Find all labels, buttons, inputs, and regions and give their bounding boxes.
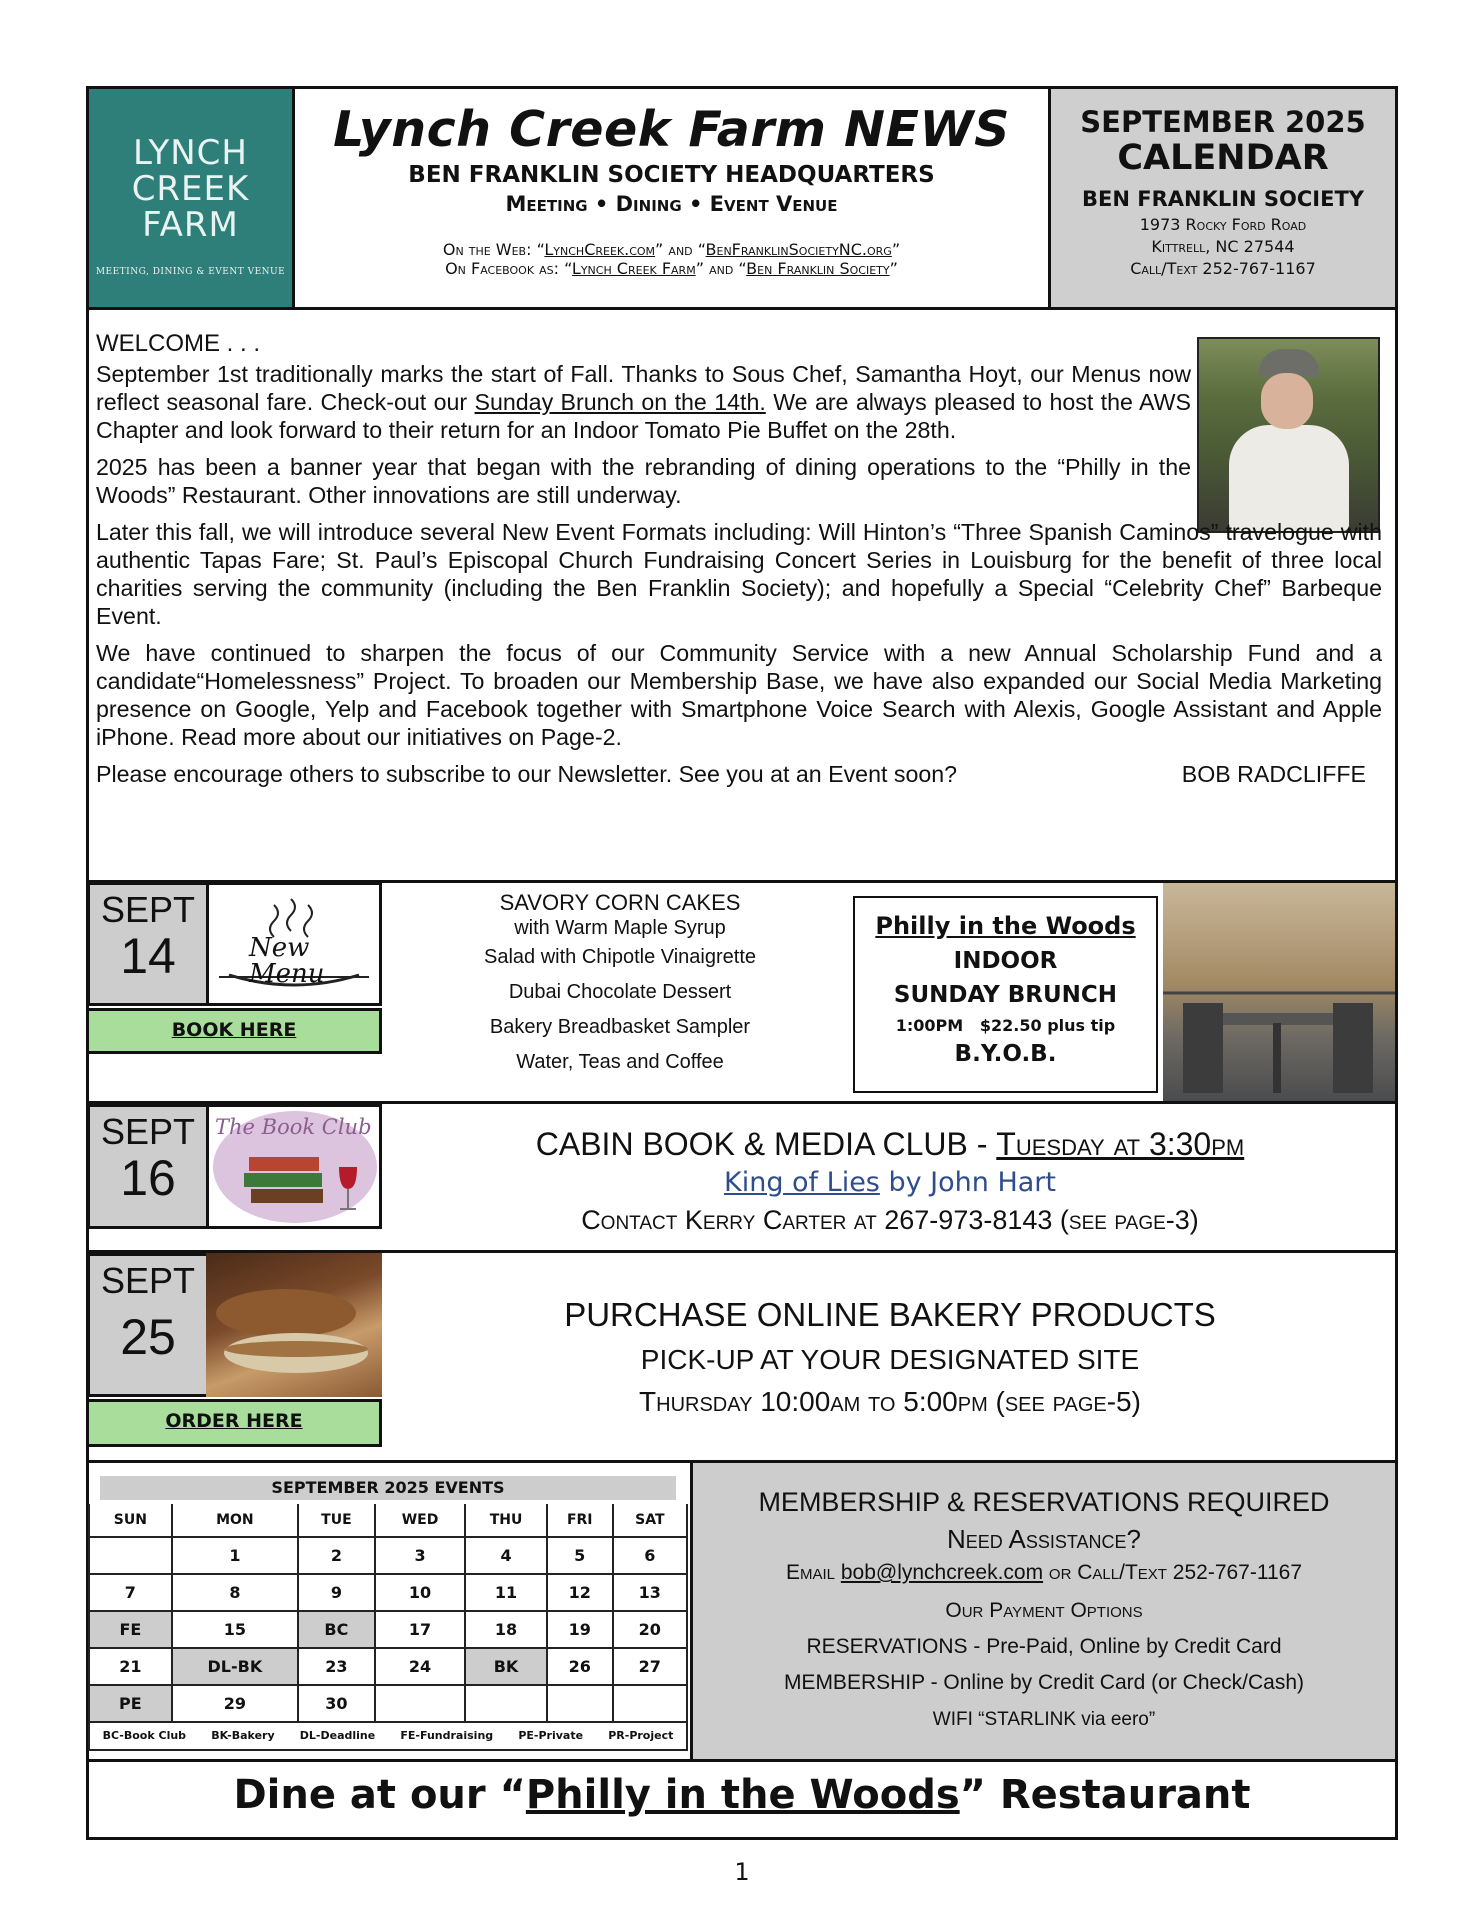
day-cell: 17 [375,1611,465,1648]
restaurant-name: Philly in the Woods [875,912,1136,940]
day-cell: 13 [613,1574,687,1611]
calendar-table [88,1504,688,1723]
event-day-cell: DL-BK [172,1648,298,1685]
brunch-indoor: INDOOR [953,948,1058,974]
calendar-month: SEPTEMBER 2025 [1080,105,1366,139]
day-cell [375,1685,465,1722]
day-cell: 4 [465,1537,547,1574]
venue-tagline: Meeting • Dining • Event Venue [505,192,838,216]
address-line-2: Kittrell, NC 27544 [1151,237,1295,256]
membership-box [690,1463,1395,1759]
email-link[interactable]: bob@lynchcreek.com [840,1561,1044,1584]
book-club-contact: Contact Kerry Carter at 267-973-8143 (see page-3) [581,1205,1199,1235]
day-cell: 11 [465,1574,547,1611]
day-header: SUN [89,1504,172,1537]
books-icon [239,1147,369,1222]
welcome-paragraph: 2025 has been a banner year that began with the rebranding of dining operations to the “Philly in the Woods” Restaurant. Other innovations are still underway. [96,454,1191,508]
day-cell: 26 [547,1648,613,1685]
brunch-link[interactable]: Sunday Brunch on the 14th. [474,389,766,415]
bread-loaf-icon [206,1253,382,1397]
day-cell: 6 [613,1537,687,1574]
phone: Call/Text 252-767-1167 [1130,259,1316,278]
calendar-legend [88,1723,688,1751]
event-date-sept16 [87,1104,209,1229]
day-cell: 29 [172,1685,298,1722]
link-fb-lynchcreek[interactable]: Lynch Creek Farm [571,259,696,278]
reservations-payment: RESERVATIONS - Pre-Paid, Online by Credit Card [806,1635,1282,1658]
web-prefix: On the Web: “ [442,240,545,259]
day-cell: 21 [89,1648,172,1685]
address-line-1: 1973 Rocky Ford Road [1139,215,1307,234]
byob: B.Y.O.B. [954,1041,1057,1067]
legend-item: DL-Deadline [299,1729,376,1742]
email-suffix: or Call/Text 252-767-1167 [1043,1561,1303,1584]
footer-post: ” Restaurant [959,1772,1251,1818]
need-assistance: Need Assistance? [946,1524,1142,1554]
day-cell [89,1537,172,1574]
book-club-title-line [400,1124,1380,1164]
day-header: THU [465,1504,547,1537]
brunch-title: SUNDAY BRUNCH [893,982,1118,1008]
welcome-heading: WELCOME . . . [96,330,261,357]
day-header: WED [375,1504,465,1537]
event-month: SEPT [100,1111,196,1152]
footer-restaurant-link[interactable]: Philly in the Woods [525,1772,960,1818]
lynch-creek-logo [89,89,295,307]
signature: BOB RADCLIFFE [1181,761,1366,787]
p1-text-b: We are always pleased to host the AWS Chapter and look forward to their return for an Indoor Tomato Pie Buffet on the 28th. [96,389,1191,443]
day-cell: 18 [465,1611,547,1648]
newsletter-title: Lynch Creek Farm NEWS [333,101,1010,158]
welcome-letter [96,330,1396,790]
event-day: 14 [120,928,176,984]
menu-item: SAVORY CORN CAKES [499,890,741,915]
day-header: TUE [298,1504,375,1537]
book-club-logo [206,1104,382,1229]
day-header: FRI [547,1504,613,1537]
day-cell: 23 [298,1648,375,1685]
p1-text-a: September 1st traditionally marks the start of Fall. Thanks to Sous Chef, Samantha Hoyt, our Menus now reflect seasonal fare. Check-out our [96,361,1191,415]
web-suffix: ” [891,240,901,259]
day-cell: 20 [613,1611,687,1648]
september-calendar [88,1476,688,1751]
new-menu-logo [206,882,382,1006]
brunch-info-box [853,896,1158,1093]
book-author: by John Hart [879,1167,1056,1198]
link-fb-benfranklin[interactable]: Ben Franklin Society [746,259,890,278]
event-date-sept25 [87,1253,209,1397]
day-cell: 9 [298,1574,375,1611]
day-cell: 27 [613,1648,687,1685]
menu-item: with Warm Maple Syrup [514,917,726,939]
masthead [295,89,1051,307]
day-cell: 12 [547,1574,613,1611]
brunch-menu [420,890,820,1080]
event-day: 25 [120,1309,176,1365]
day-cell: 8 [172,1574,298,1611]
event-day-cell: FE [89,1611,172,1648]
page-number: 1 [734,1858,750,1886]
bread-photo [206,1253,382,1397]
contact-line [693,1561,1395,1585]
subtitle: BEN FRANKLIN SOCIETY HEADQUARTERS [408,162,935,188]
payment-options: Our Payment Options [945,1599,1143,1622]
calendar-info-box [1051,89,1395,307]
legend-item: PR-Project [608,1729,674,1742]
day-header: SAT [613,1504,687,1537]
legend-item: PE-Private [518,1729,584,1742]
day-header: MON [172,1504,298,1537]
book-here-button[interactable]: BOOK HERE [86,1008,382,1054]
event-day-cell: BK [465,1648,547,1685]
closing-line: Please encourage others to subscribe to our Newsletter. See you at an Event soon? [96,761,958,787]
event-day: 16 [120,1150,176,1206]
menu-item: Bakery Breadbasket Sampler [489,1016,751,1038]
divider [86,1759,1398,1762]
book-title[interactable]: King of Lies [724,1167,880,1198]
order-here-button[interactable]: ORDER HERE [86,1399,382,1447]
fb-mid: ” and “ [695,259,747,278]
menu-item: Water, Teas and Coffee [516,1051,724,1073]
day-cell [465,1685,547,1722]
divider [86,307,1398,310]
footer-banner [86,1772,1398,1818]
logo-tagline: MEETING, DINING & EVENT VENUE [95,267,286,277]
event-day-cell: BC [298,1611,375,1648]
menu-item: Dubai Chocolate Dessert [508,981,732,1003]
email-prefix: Email [785,1561,841,1584]
book-club-when: Tuesday at 3:30pm [996,1126,1245,1162]
calendar-title: SEPTEMBER 2025 EVENTS [100,1476,676,1500]
day-cell: 19 [547,1611,613,1648]
welcome-paragraph: We have continued to sharpen the focus of our Community Service with a new Annual Scholarship Fund and a candidate“Homelessness” Project. To broaden our Membership Base, we have also expanded our Social Media Marketing presence on Google, Yelp and Facebook together with Smartphone Voice Search with Alexis, Google Assistant and Apple iPhone. Read more about our initiatives on Page-2. [96,640,1382,750]
link-benfranklin[interactable]: BenFranklinSocietyNC.org [705,240,892,259]
event-date-sept14 [87,882,209,1006]
event-month: SEPT [100,1260,196,1301]
web-links [295,240,1048,278]
logo-line: CREEK [131,169,250,209]
legend-item: BK-Bakery [211,1729,275,1742]
membership-payment: MEMBERSHIP - Online by Credit Card (or Check/Cash) [783,1671,1305,1694]
day-cell [613,1685,687,1722]
legend-item: FE-Fundraising [400,1729,494,1742]
new-menu-text: New Menu [249,933,325,989]
web-mid: ” and “ [655,240,706,259]
fb-prefix: On Facebook as: “ [445,259,572,278]
book-club-text: The Book Club [215,1115,372,1139]
calendar-label: CALENDAR [1117,138,1329,178]
footer-pre: Dine at our “ [233,1772,526,1818]
day-cell: 3 [375,1537,465,1574]
org-name: BEN FRANKLIN SOCIETY [1081,187,1364,211]
day-cell: 5 [547,1537,613,1574]
event-day-cell: PE [89,1685,172,1722]
welcome-paragraph [96,360,1191,444]
day-cell: 1 [172,1537,298,1574]
brunch-time-price: 1:00PM $22.50 plus tip [895,1016,1116,1035]
day-cell [547,1685,613,1722]
day-cell: 7 [89,1574,172,1611]
day-cell: 10 [375,1574,465,1611]
welcome-paragraph: Later this fall, we will introduce several New Event Formats including: Will Hinton’s “Three Spanish Caminos” travelogue with authentic Tapas Fare; St. Paul’s Episcopal Church Fundraising Concert Series in Louisburg for the benefit of three local charities serving the community (including the Ben Franklin Society); and hopefully a Special “Celebrity Chef” Barbeque Event. [96,519,1382,629]
wifi-info: WIFI “STARLINK via eero” [932,1709,1156,1730]
bakery-line-1: PURCHASE ONLINE BAKERY PRODUCTS [564,1296,1216,1333]
book-line [400,1164,1380,1202]
event-month: SEPT [100,889,196,930]
day-cell: 30 [298,1685,375,1722]
bakery-event [400,1292,1380,1422]
legend-item: BC-Book Club [102,1729,187,1742]
patio-photo [1163,883,1395,1101]
link-lynchcreek[interactable]: LynchCreek.com [544,240,656,259]
patio-table-icon [1163,883,1395,1101]
bakery-hours: Thursday 10:00am to 5:00pm (see page-5) [639,1386,1141,1417]
book-club-title: CABIN BOOK & MEDIA CLUB - [535,1126,997,1162]
day-cell: 2 [298,1537,375,1574]
book-club-event [400,1124,1380,1238]
fb-suffix: ” [889,259,898,278]
bakery-line-2: PICK-UP AT YOUR DESIGNATED SITE [640,1344,1140,1375]
day-cell: 24 [375,1648,465,1685]
membership-heading: MEMBERSHIP & RESERVATIONS REQUIRED [758,1487,1330,1517]
logo-line: LYNCH [133,133,248,173]
day-cell: 15 [172,1611,298,1648]
logo-line: FARM [142,205,239,245]
menu-item: Salad with Chipotle Vinaigrette [483,946,757,968]
